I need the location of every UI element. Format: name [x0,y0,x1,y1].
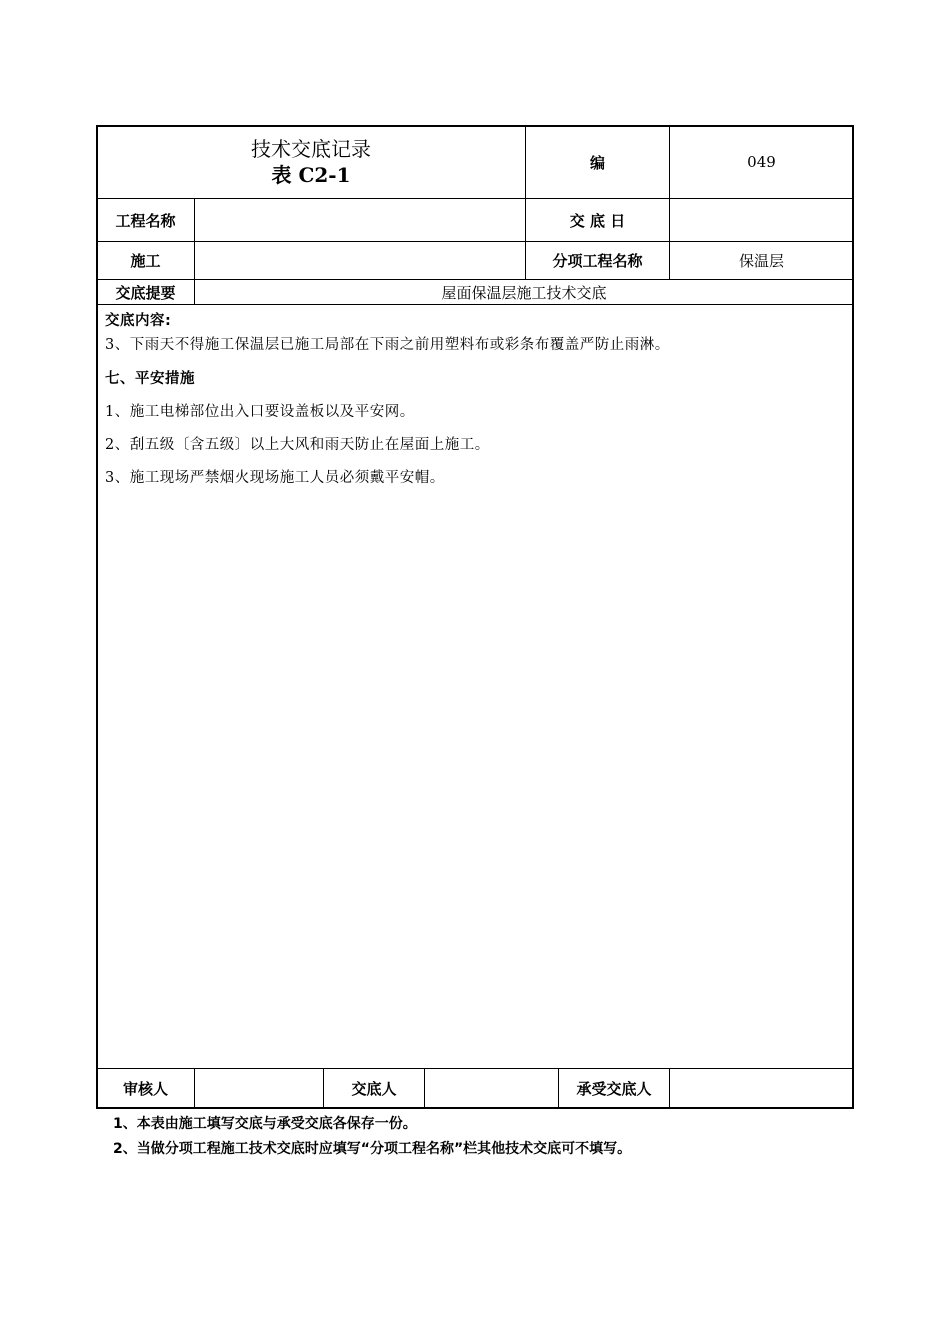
summary-field[interactable]: 屋面保温层施工技术交底 [441,283,607,302]
project-name-label: 工程名称 [115,211,176,230]
receiver-label: 承受交底人 [576,1080,652,1098]
subproject-field[interactable]: 保温层 [738,252,784,270]
reviewer-label: 审核人 [122,1080,168,1098]
row-divider [97,304,853,305]
content-label: 交底内容: [105,313,172,329]
section-heading: 七、平安措施 [105,371,195,387]
project-name-field[interactable] [195,199,525,241]
safety-item: 1、施工电梯部位出入口要设盖板以及平安网。 [105,404,415,420]
safety-item: 3、施工现场严禁烟火现场施工人员必须戴平安帽。 [105,470,445,486]
discloser-label: 交底人 [351,1080,397,1098]
form-title-line1: 技术交底记录 [251,137,371,161]
safety-item: 2、刮五级〔含五级〕以上大风和雨天防止在屋面上施工。 [105,437,490,453]
subproject-label: 分项工程名称 [552,252,643,270]
date-label: 交 底 日 [569,211,626,230]
content-line-rain: 3、下雨天不得施工保温层已施工局部在下雨之前用塑料布或彩条布覆盖严防止雨淋。 [105,337,670,353]
summary-label: 交底提要 [115,283,176,302]
footnote: 2、当做分项工程施工技术交底时应填写“分项工程名称”栏其他技术交底可不填写。 [113,1141,632,1157]
number-value[interactable]: 049 [747,153,776,171]
construction-label: 施工 [130,252,161,270]
receiver-field[interactable] [670,1069,853,1108]
form-title [97,126,525,198]
reviewer-field[interactable] [195,1069,323,1108]
number-label: 编 [589,153,605,172]
footnote: 1、本表由施工填写交底与承受交底各保存一份。 [113,1116,417,1132]
date-field[interactable] [670,199,853,241]
construction-field[interactable] [195,242,525,279]
form-title-line2: 表 C2-1 [271,163,351,187]
discloser-field[interactable] [425,1069,558,1108]
